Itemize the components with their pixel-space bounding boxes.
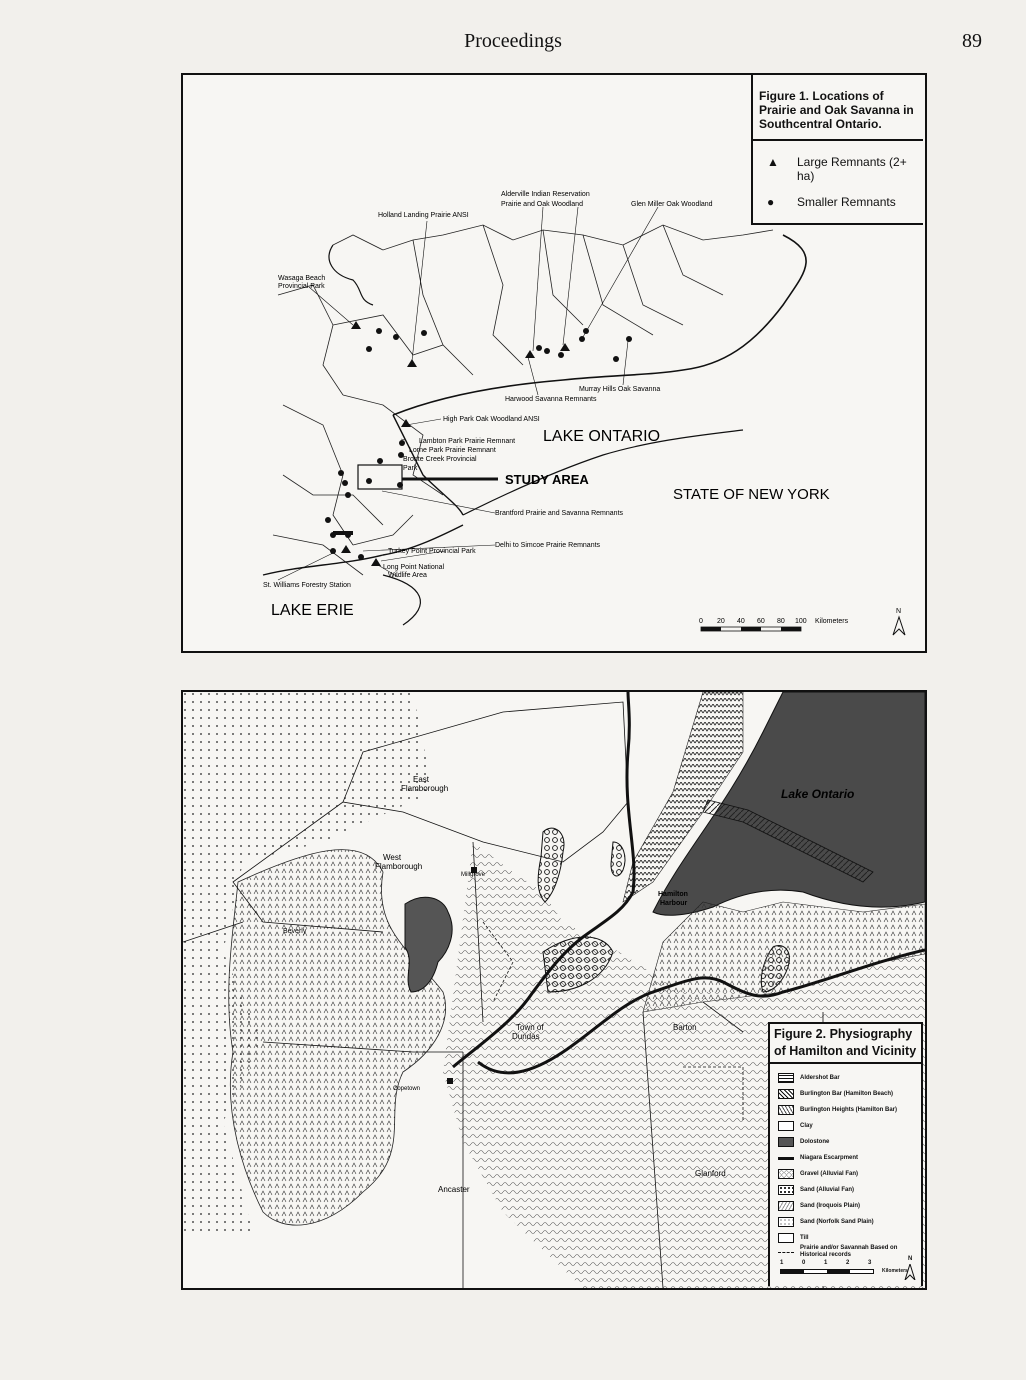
clay-swatch-icon: [778, 1121, 794, 1131]
small-remnant-marker: [544, 348, 550, 354]
scale-bar-2: [780, 1260, 880, 1270]
lake-ontario-label: LAKE ONTARIO: [543, 428, 661, 445]
figure-1-map: [181, 73, 927, 653]
dolostone-area: [405, 897, 452, 992]
legend-label: Burlington Bar (Hamilton Beach): [800, 1091, 894, 1097]
scale-tick: 3: [868, 1260, 872, 1266]
label-holland: Holland Landing Prairie ANSI: [378, 212, 469, 219]
label-turkey: Turkey Point Provincial Park: [388, 548, 476, 555]
scale-tick-40: 40: [737, 618, 745, 625]
label-high-park: High Park Oak Woodland ANSI: [443, 416, 540, 423]
running-head: Proceedings: [464, 30, 562, 52]
legend-burlington-heights: [778, 1104, 897, 1116]
label-east-2: Flamborough: [401, 784, 449, 793]
label-murray: Murray Hills Oak Savanna: [579, 386, 661, 393]
georgian-bay-shore: [329, 245, 373, 305]
label-harbour-2: Harbour: [660, 900, 688, 907]
label-glanford: Glanford: [695, 1169, 726, 1178]
figure-1-legend: [751, 141, 923, 225]
scale-tick: 1: [824, 1260, 828, 1266]
label-long-point-1: Long Point National: [383, 564, 445, 571]
small-remnant-marker: [579, 336, 585, 342]
small-remnant-marker: [377, 458, 383, 464]
iroquois-swatch-icon: [778, 1201, 794, 1211]
study-area-label: STUDY AREA: [505, 472, 589, 487]
legend-dolostone: [778, 1136, 829, 1148]
label-long-point-2: Wildlife Area: [388, 572, 427, 579]
large-remnant-marker: [401, 419, 411, 427]
small-remnant-marker: [358, 554, 364, 560]
legend-iroquois: [778, 1200, 860, 1212]
till-swatch-icon: [778, 1233, 794, 1243]
small-remnant-marker: [613, 356, 619, 362]
small-remnant-marker: [345, 492, 351, 498]
legend-clay: [778, 1120, 813, 1132]
figure-2-legend: [768, 1064, 923, 1286]
legend-label: Gravel (Alluvial Fan): [800, 1171, 859, 1177]
large-remnant-marker: [525, 350, 535, 358]
legend-aldershot: [778, 1072, 840, 1084]
label-dundas-2: Dundas: [512, 1032, 540, 1041]
label-wasaga-1: Wasaga Beach: [278, 275, 326, 282]
small-remnant-marker: [626, 336, 632, 342]
grid-swatch-icon: [778, 1137, 794, 1147]
label-dundas-1: Town of: [516, 1023, 544, 1032]
figure-1-caption: Figure 1. Locations of Prairie and Oak Savanna in Southcentral Ontario.: [751, 75, 923, 141]
small-remnant-marker: [325, 517, 331, 523]
small-remnant-marker: [399, 440, 405, 446]
copetown-marker: [447, 1078, 453, 1084]
norfolk-swatch-icon: [778, 1217, 794, 1227]
triangle-icon: ▲: [767, 155, 779, 169]
north-arrow-1: [893, 608, 905, 635]
small-remnant-marker: [366, 478, 372, 484]
legend-till: [778, 1232, 809, 1244]
label-beverly: Beverly: [283, 928, 307, 935]
small-remnant-marker: [421, 330, 427, 336]
figure-2-caption: Figure 2. Physiography of Hamilton and Vicinity: [768, 1022, 923, 1064]
scale-tick-60: 60: [757, 618, 765, 625]
dashed-swatch-icon: [778, 1252, 794, 1253]
label-lambton: Lambton Park Prairie Remnant: [419, 438, 516, 445]
small-remnant-marker: [342, 480, 348, 486]
large-remnant-marker: [371, 558, 381, 566]
legend-label: Dolostone: [800, 1139, 830, 1145]
sand-fan-swatch-icon: [778, 1185, 794, 1195]
small-remnant-marker: [366, 346, 372, 352]
legend-norfolk: [778, 1216, 874, 1228]
label-copetown: Copetown: [393, 1086, 421, 1092]
north-arrow-icon: [904, 1264, 916, 1280]
label-lake-ontario: Lake Ontario: [781, 787, 855, 801]
label-lorne: Lorne Park Prairie Remnant: [409, 447, 496, 454]
gravel-fan-area-2: [611, 842, 625, 876]
label-barton: Barton: [673, 1023, 697, 1032]
remnant-cluster-bar: [333, 531, 353, 535]
scale-bar-graphic: [780, 1269, 874, 1274]
legend-large-remnants: [767, 155, 907, 183]
label-west-2: Flamborough: [375, 862, 423, 871]
label-harwood: Harwood Savanna Remnants: [505, 396, 597, 403]
figure-2-map: [181, 690, 927, 1290]
scale-tick-20: 20: [717, 618, 725, 625]
legend-label: Burlington Heights (Hamilton Bar): [800, 1107, 897, 1113]
page-number: 89: [962, 30, 982, 52]
legend-label: Till: [800, 1235, 809, 1241]
legend-large-label: Large Remnants (2+ ha): [797, 155, 907, 183]
legend-label: Sand (Alluvial Fan): [800, 1187, 855, 1193]
small-remnant-marker: [558, 352, 564, 358]
large-remnant-marker: [341, 545, 351, 553]
label-ancaster: Ancaster: [438, 1185, 470, 1194]
hlines-swatch-icon: [778, 1073, 794, 1083]
diag-swatch-icon: [778, 1089, 794, 1099]
scale-tick: 0: [802, 1260, 806, 1266]
study-area-box: [358, 465, 402, 489]
legend-small-label: Smaller Remnants: [797, 195, 896, 209]
scale-tick-100: 100: [795, 618, 807, 625]
scale-tick: 1: [780, 1260, 784, 1266]
small-remnant-marker: [536, 345, 542, 351]
label-alderville-1: Alderville Indian Reservation: [501, 191, 590, 198]
legend-burlington-bar: [778, 1088, 893, 1100]
scale-unit: Kilometers: [815, 618, 849, 625]
label-millgrove: Millgrove: [461, 872, 486, 878]
small-remnant-marker: [583, 328, 589, 334]
zigzag-swatch-icon: [778, 1105, 794, 1115]
gravel-fan-area: [538, 828, 564, 902]
legend-label: Aldershot Bar: [800, 1075, 840, 1081]
scale-tick: 2: [846, 1260, 850, 1266]
north-letter: N: [908, 1256, 913, 1262]
small-remnant-marker: [376, 328, 382, 334]
label-st-williams: St. Williams Forestry Station: [263, 582, 351, 589]
legend-label: Niagara Escarpment: [800, 1155, 859, 1161]
legend-gravel: [778, 1168, 858, 1180]
large-remnant-marker: [351, 321, 361, 329]
label-bronte-1: Bronte Creek Provincial: [403, 456, 477, 463]
legend-small-remnants: [767, 195, 896, 209]
label-east-1: East: [413, 775, 430, 784]
label-glen-miller: Glen Miller Oak Woodland: [631, 201, 713, 208]
legend-escarpment: [778, 1152, 858, 1164]
thick-line-swatch-icon: [778, 1157, 794, 1160]
legend-label: Clay: [800, 1123, 813, 1129]
gravel-swatch-icon: [778, 1169, 794, 1179]
scale-unit: Kilometers: [882, 1268, 908, 1274]
label-wasaga-2: Provincial Park: [278, 283, 325, 290]
legend-sand-fan: [778, 1184, 854, 1196]
label-brantford: Brantford Prairie and Savanna Remnants: [495, 510, 624, 517]
label-harbour-1: Hamilton: [658, 891, 688, 898]
large-remnant-marker: [560, 343, 570, 351]
label-delhi: Delhi to Simcoe Prairie Remnants: [495, 542, 601, 549]
label-bronte-2: Park: [403, 465, 418, 472]
small-remnant-marker: [338, 470, 344, 476]
label-west-1: West: [383, 853, 402, 862]
new-york-label: STATE OF NEW YORK: [673, 486, 830, 503]
long-point-shore: [383, 575, 420, 625]
scale-tick-80: 80: [777, 618, 785, 625]
legend-label: Sand (Norfolk Sand Plain): [800, 1219, 874, 1225]
small-remnant-marker: [393, 334, 399, 340]
legend-label: Prairie and/or Savannah Based on Historical records: [800, 1245, 898, 1258]
lake-erie-label: LAKE ERIE: [271, 602, 354, 619]
dot-icon: ●: [767, 195, 775, 209]
legend-historical: [778, 1246, 918, 1258]
legend-label: Sand (Iroquois Plain): [800, 1203, 861, 1209]
scale-bar-1: [699, 618, 849, 631]
north-letter: N: [896, 608, 902, 615]
label-alderville-2: Prairie and Oak Woodland: [501, 201, 583, 208]
scale-tick-0: 0: [699, 618, 703, 625]
small-remnant-marker: [397, 482, 403, 488]
